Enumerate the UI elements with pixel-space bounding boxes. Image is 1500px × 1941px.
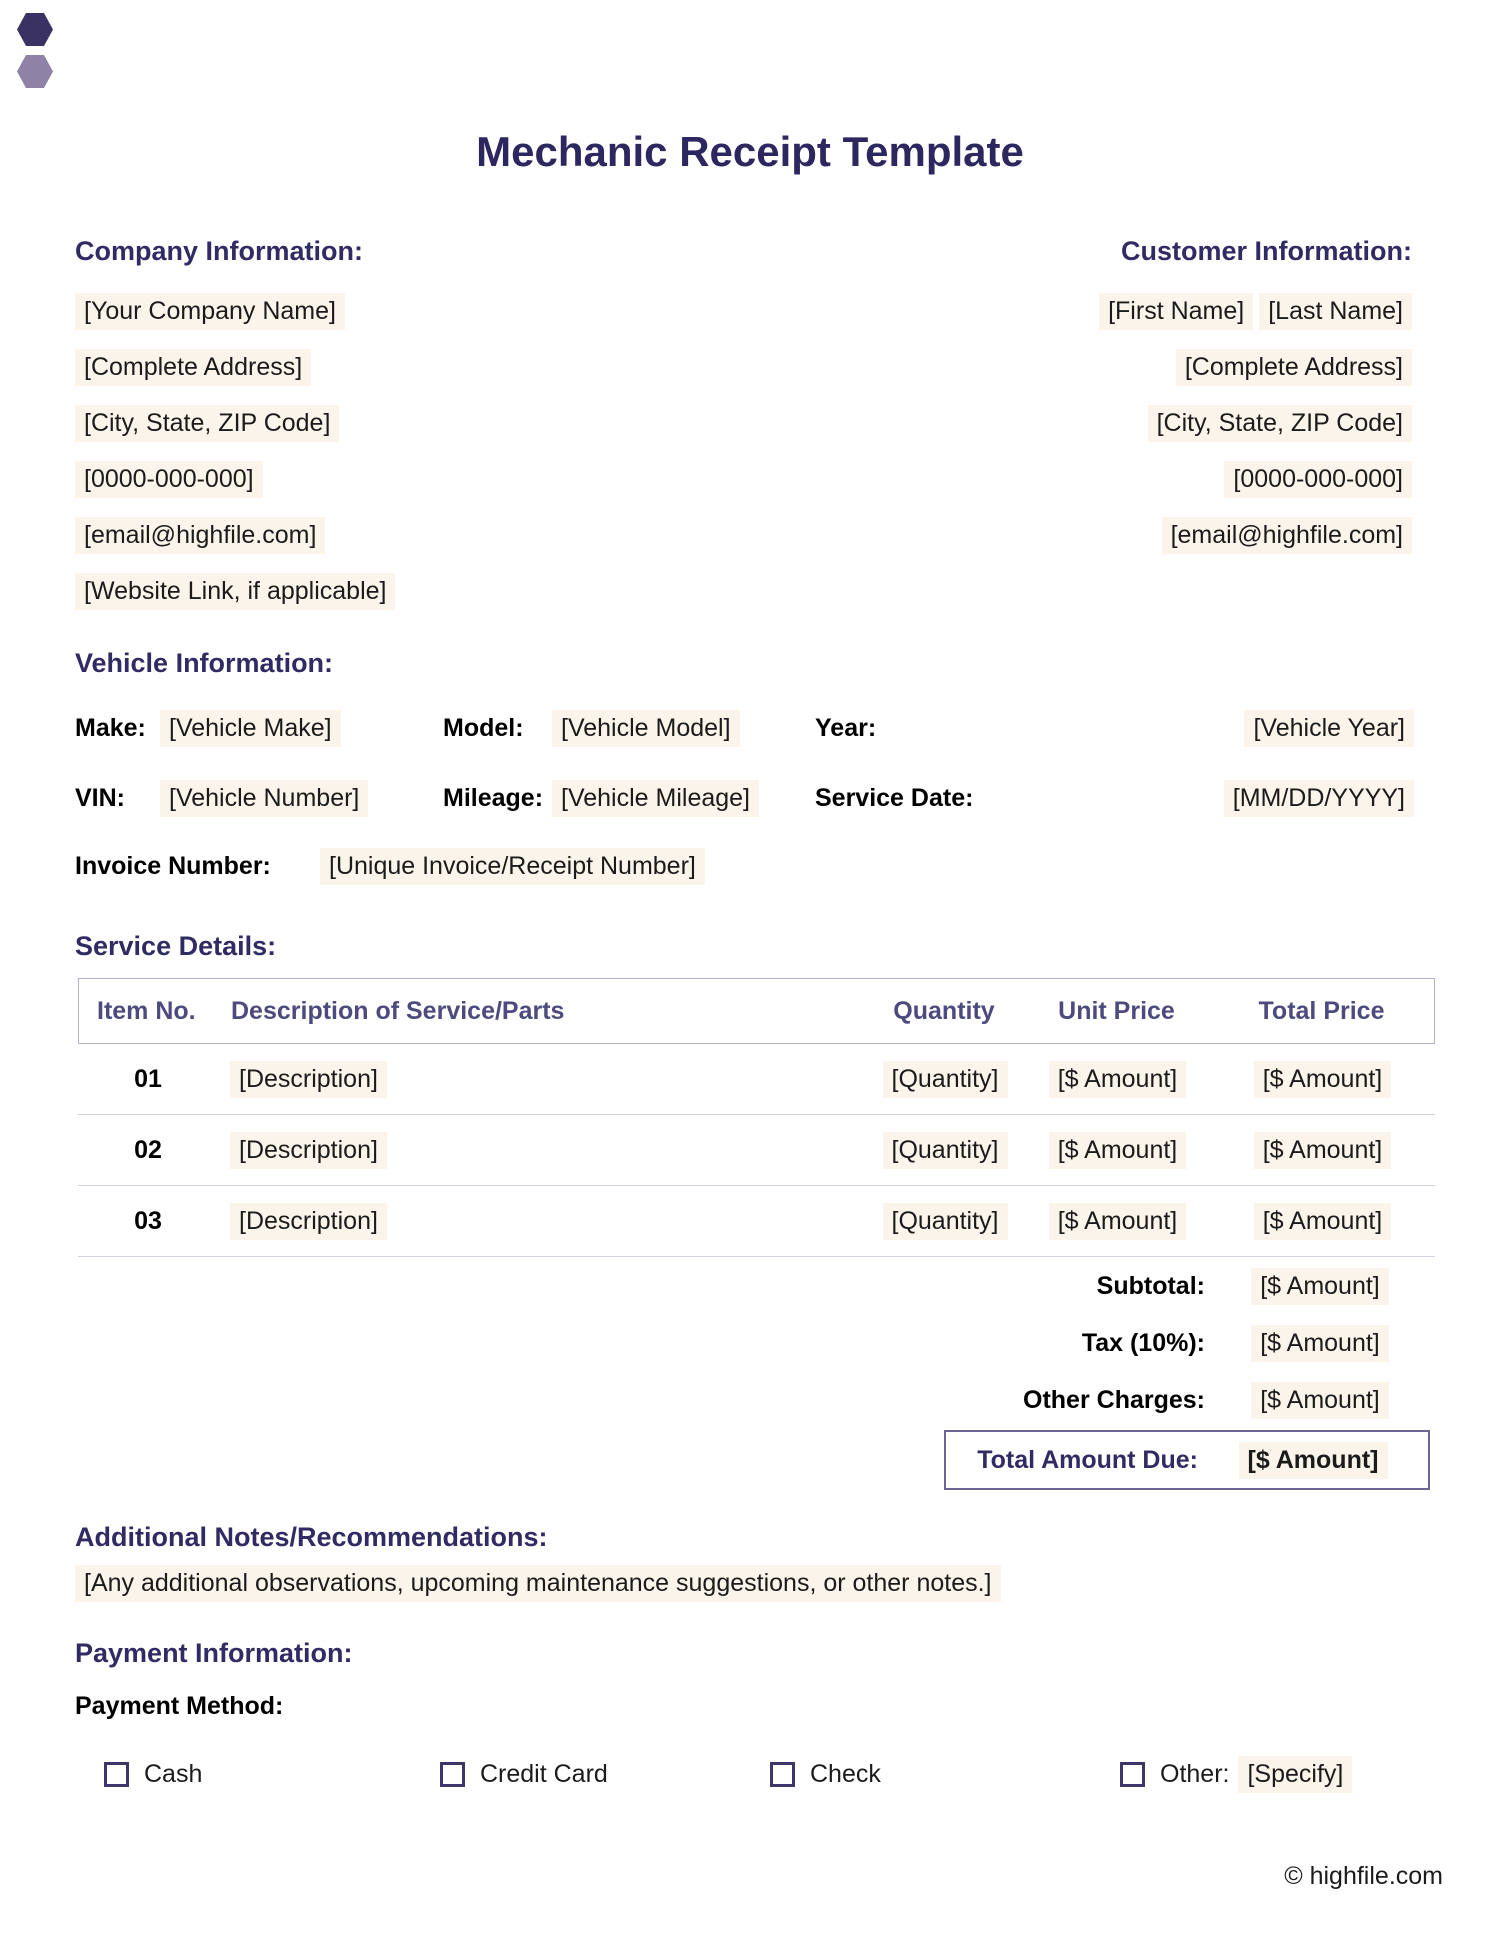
make-label: Make: xyxy=(75,714,146,742)
company-website-field[interactable]: [Website Link, if applicable] xyxy=(75,573,395,610)
payment-method-label: Payment Method: xyxy=(75,1692,284,1720)
col-header-unit-price: Unit Price xyxy=(1058,996,1175,1025)
service-details-table xyxy=(78,978,1435,1257)
vehicle-row-2 xyxy=(0,780,1500,817)
total-amount-due-field[interactable]: [$ Amount] xyxy=(1239,1442,1388,1479)
company-address-field[interactable]: [Complete Address] xyxy=(75,349,311,386)
payment-option-credit-card xyxy=(440,1756,608,1793)
vehicle-row-1 xyxy=(0,710,1500,747)
logo-hexagon-dark-icon xyxy=(17,13,53,46)
customer-phone-field[interactable]: [0000-000-000] xyxy=(1224,461,1412,498)
table-row xyxy=(78,1044,1435,1115)
payment-option-other xyxy=(1120,1756,1352,1793)
model-field[interactable]: [Vehicle Model] xyxy=(552,710,740,747)
col-header-description: Description of Service/Parts xyxy=(231,996,565,1025)
company-city-state-zip-field[interactable]: [City, State, ZIP Code] xyxy=(75,405,339,442)
service-date-field[interactable]: [MM/DD/YYYY] xyxy=(1224,780,1414,817)
company-email-field[interactable]: [email@highfile.com] xyxy=(75,517,325,554)
total-price-field[interactable]: [$ Amount] xyxy=(1254,1061,1392,1098)
table-header-row xyxy=(78,978,1435,1044)
other-specify-field[interactable]: [Specify] xyxy=(1238,1756,1352,1793)
description-field[interactable]: [Description] xyxy=(230,1203,387,1240)
customer-email-field[interactable]: [email@highfile.com] xyxy=(1162,517,1412,554)
total-price-field[interactable]: [$ Amount] xyxy=(1254,1203,1392,1240)
company-information-heading: Company Information: xyxy=(75,236,363,266)
vehicle-row-3 xyxy=(0,848,1500,885)
credit-card-label: Credit Card xyxy=(480,1760,608,1788)
quantity-field[interactable]: [Quantity] xyxy=(883,1061,1008,1098)
vehicle-information-heading: Vehicle Information: xyxy=(75,648,334,678)
mileage-label: Mileage: xyxy=(443,784,544,812)
payment-option-check xyxy=(770,1756,881,1793)
customer-city-state-zip-field[interactable]: [City, State, ZIP Code] xyxy=(1148,405,1412,442)
quantity-field[interactable]: [Quantity] xyxy=(883,1132,1008,1169)
payment-option-cash xyxy=(104,1756,202,1793)
other-checkbox[interactable] xyxy=(1120,1762,1145,1787)
total-amount-due-box xyxy=(944,1430,1430,1490)
description-field[interactable]: [Description] xyxy=(230,1061,387,1098)
additional-notes-field[interactable]: [Any additional observations, upcoming maintenance suggestions, or other notes.] xyxy=(75,1565,1001,1602)
col-header-item-no: Item No. xyxy=(97,996,196,1025)
other-label: Other: xyxy=(1160,1760,1230,1788)
copyright-footer: © highfile.com xyxy=(1284,1862,1443,1890)
year-field[interactable]: [Vehicle Year] xyxy=(1244,710,1414,747)
check-label: Check xyxy=(810,1760,881,1788)
vin-label: VIN: xyxy=(75,784,125,812)
company-name-field[interactable]: [Your Company Name] xyxy=(75,293,345,330)
customer-address-field[interactable]: [Complete Address] xyxy=(1176,349,1412,386)
unit-price-field[interactable]: [$ Amount] xyxy=(1049,1132,1187,1169)
col-header-quantity: Quantity xyxy=(893,996,995,1025)
quantity-field[interactable]: [Quantity] xyxy=(883,1203,1008,1240)
description-field[interactable]: [Description] xyxy=(230,1132,387,1169)
other-charges-field[interactable]: [$ Amount] xyxy=(1251,1382,1389,1419)
company-phone-field[interactable]: [0000-000-000] xyxy=(75,461,263,498)
table-row xyxy=(78,1186,1435,1257)
subtotal-field[interactable]: [$ Amount] xyxy=(1251,1268,1389,1305)
vin-field[interactable]: [Vehicle Number] xyxy=(160,780,368,817)
total-price-field[interactable]: [$ Amount] xyxy=(1254,1132,1392,1169)
subtotal-label: Subtotal: xyxy=(1096,1272,1205,1300)
customer-first-name-field[interactable]: [First Name] xyxy=(1099,293,1253,330)
other-charges-row xyxy=(760,1382,1435,1419)
unit-price-field[interactable]: [$ Amount] xyxy=(1049,1061,1187,1098)
unit-price-field[interactable]: [$ Amount] xyxy=(1049,1203,1187,1240)
page-title: Mechanic Receipt Template xyxy=(476,128,1024,175)
cash-checkbox[interactable] xyxy=(104,1762,129,1787)
service-details-heading: Service Details: xyxy=(75,931,277,961)
col-header-total-price: Total Price xyxy=(1258,996,1385,1025)
company-information-section xyxy=(75,236,395,629)
total-amount-due-label: Total Amount Due: xyxy=(977,1445,1198,1474)
invoice-number-label: Invoice Number: xyxy=(75,852,271,880)
model-label: Model: xyxy=(443,714,524,742)
customer-information-section xyxy=(1099,236,1412,573)
tax-field[interactable]: [$ Amount] xyxy=(1251,1325,1389,1362)
check-checkbox[interactable] xyxy=(770,1762,795,1787)
year-label: Year: xyxy=(815,714,877,742)
mileage-field[interactable]: [Vehicle Mileage] xyxy=(552,780,759,817)
additional-notes-heading: Additional Notes/Recommendations: xyxy=(75,1522,548,1552)
make-field[interactable]: [Vehicle Make] xyxy=(160,710,341,747)
table-row xyxy=(78,1115,1435,1186)
subtotal-row xyxy=(760,1268,1435,1305)
item-no-cell: 02 xyxy=(134,1135,162,1164)
other-charges-label: Other Charges: xyxy=(1023,1386,1205,1414)
totals-section xyxy=(760,1268,1435,1439)
credit-card-checkbox[interactable] xyxy=(440,1762,465,1787)
customer-information-heading: Customer Information: xyxy=(1120,236,1412,266)
payment-information-heading: Payment Information: xyxy=(75,1638,353,1668)
tax-label: Tax (10%): xyxy=(1081,1329,1205,1357)
customer-last-name-field[interactable]: [Last Name] xyxy=(1259,293,1412,330)
logo-hexagon-light-icon xyxy=(17,55,53,88)
item-no-cell: 03 xyxy=(134,1206,162,1235)
cash-label: Cash xyxy=(144,1760,203,1788)
payment-method-options xyxy=(0,1756,1500,1793)
service-date-label: Service Date: xyxy=(815,784,974,812)
tax-row xyxy=(760,1325,1435,1362)
item-no-cell: 01 xyxy=(134,1064,162,1093)
invoice-number-field[interactable]: [Unique Invoice/Receipt Number] xyxy=(320,848,705,885)
